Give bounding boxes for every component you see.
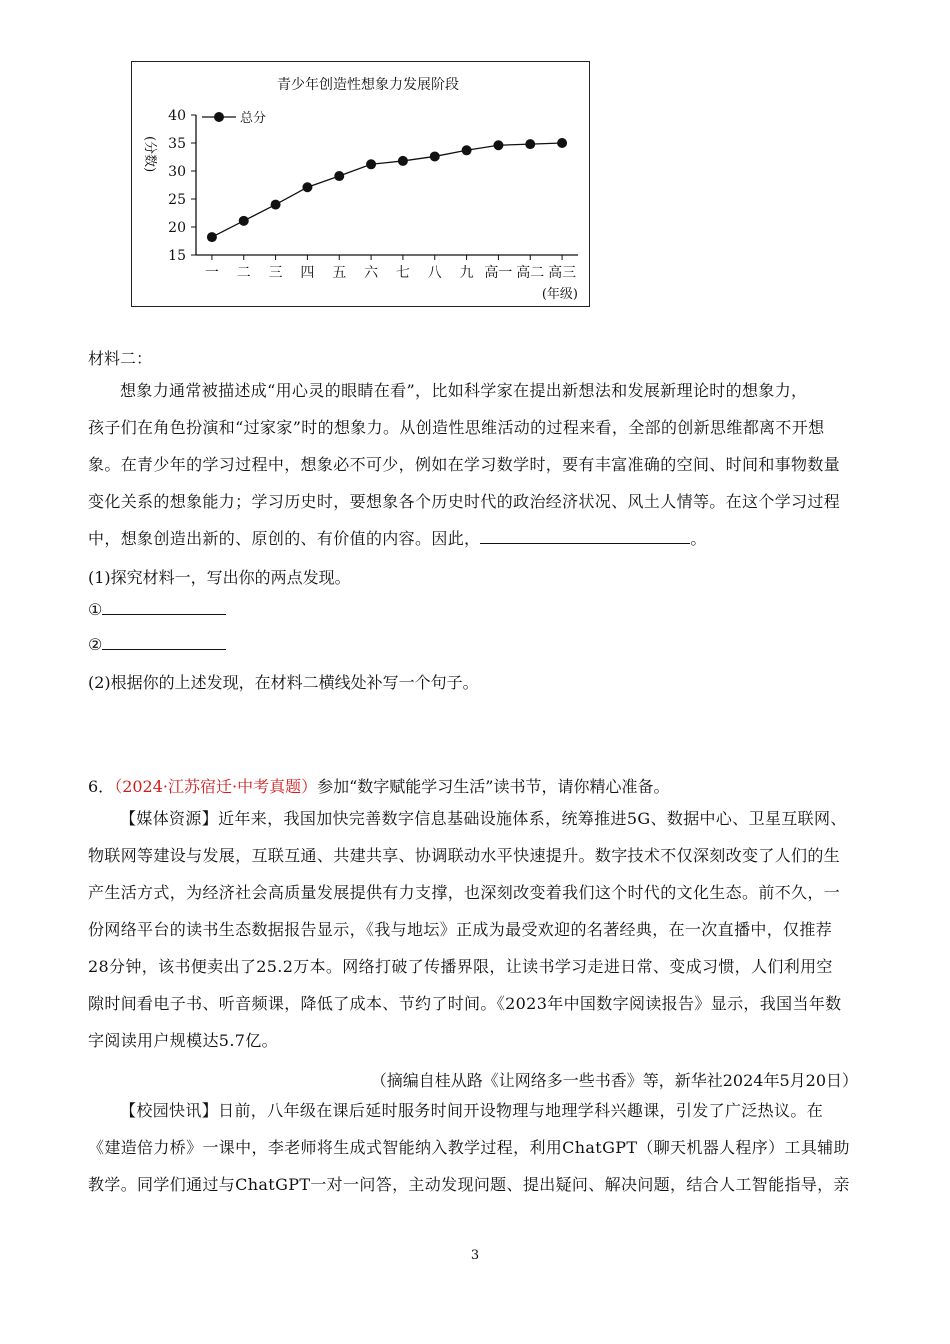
problem-6-header	[88, 774, 864, 797]
answer-marker-1: ①	[88, 600, 103, 619]
problem-prompt: 参加“数字赋能学习生活”读书节，请你精心准备。	[317, 777, 670, 796]
citation: （摘编自桂从路《让网络多一些书香》等，新华社2024年5月20日）	[370, 1071, 858, 1090]
data-point	[207, 232, 217, 242]
data-point	[302, 182, 312, 192]
answer-line-2	[88, 635, 864, 654]
material2-line: 中，想象创造出新的、原创的、有价值的内容。因此，	[88, 529, 481, 548]
campus-line: 《建造倍力桥》一课中，李老师将生成式智能纳入教学过程，利用ChatGPT（聊天机器人程序）工具辅助	[88, 1138, 850, 1157]
data-point	[239, 216, 249, 226]
series-line-total	[212, 143, 562, 237]
problem-number: 6．	[88, 777, 115, 796]
y-tick-label: 30	[168, 164, 186, 180]
data-point	[334, 171, 344, 181]
data-point	[557, 138, 567, 148]
x-tick-label: 五	[332, 265, 347, 281]
x-tick-label: 高二	[516, 265, 545, 281]
material2-line: 象。在青少年的学习过程中，想象必不可少，例如在学习数学时，要有丰富准确的空间、时间和事物数量	[88, 455, 841, 474]
period-mark: 。	[690, 529, 707, 548]
y-tick-label: 35	[168, 136, 186, 152]
y-tick-label: 25	[168, 192, 186, 208]
x-tick-label: 一	[204, 265, 219, 281]
campus-line: 【校园快讯】日前，八年级在课后延时服务时间开设物理与地理学科兴趣课，引发了广泛热议。在	[120, 1101, 824, 1120]
campus-news-paragraph	[88, 1092, 868, 1203]
material2-line: 变化关系的想象能力；学习历史时，要想象各个历史时代的政治经济状况、风土人情等。在这个学习过程	[88, 492, 841, 511]
x-tick-label: 六	[364, 265, 379, 281]
media-resources-paragraph	[88, 800, 868, 1059]
x-tick-label: 三	[268, 265, 283, 281]
x-tick-label: 高一	[484, 265, 513, 281]
material2-last-line	[88, 520, 868, 557]
y-tick-label: 40	[168, 108, 186, 124]
data-point	[430, 151, 440, 161]
legend-marker	[214, 112, 224, 122]
media-line: 字阅读用户规模达5.7亿。	[88, 1031, 278, 1050]
data-point	[493, 140, 503, 150]
y-tick-label: 20	[168, 220, 186, 236]
material2-paragraph	[88, 372, 868, 557]
data-point	[462, 145, 472, 155]
media-line: 隙时间看电子书、听音频课，降低了成本、节约了时间。《2023年中国数字阅读报告》显示，我国当年数	[88, 994, 842, 1013]
media-line: 物联网等建设与发展，互联互通、共建共享、协调联动水平快速提升。数字技术不仅深刻改变了人们的生	[88, 846, 841, 865]
answer-marker-2: ②	[88, 635, 103, 654]
x-tick-label: 九	[459, 265, 474, 281]
line-chart	[131, 61, 590, 307]
question-2: (2)根据你的上述发现，在材料二横线处补写一个句子。	[88, 673, 479, 692]
x-tick-label: 八	[427, 265, 442, 281]
answer-blank-1[interactable]	[102, 600, 226, 615]
answer-line-1	[88, 600, 864, 619]
y-tick-label: 15	[168, 248, 186, 264]
media-line: 【媒体资源】近年来，我国加快完善数字信息基础设施体系，统筹推进5G、数据中心、卫星互联网、	[120, 809, 847, 828]
x-tick-label: 高三	[548, 265, 577, 281]
chart-title: 青少年创造性想象力发展阶段	[277, 77, 459, 93]
media-line: 28分钟，该书便卖出了25.2万本。网络打破了传播界限，让读书学习走进日常、变成习惯，人们利用空	[88, 957, 833, 976]
fill-in-blank[interactable]	[480, 529, 690, 544]
problem-source: （2024·江苏宿迁·中考真题）	[114, 777, 318, 796]
legend-label: 总分	[240, 111, 267, 126]
material2-line: 孩子们在角色扮演和“过家家”时的想象力。从创造性思维活动的过程来看，全部的创新思维都离不开想	[88, 418, 825, 437]
data-point	[366, 159, 376, 169]
material2-heading: 材料二：	[88, 349, 153, 368]
x-axis-label: (年级)	[541, 287, 578, 302]
x-tick-label: 四	[300, 265, 315, 281]
data-point	[271, 200, 281, 210]
media-line: 产生活方式，为经济社会高质量发展提供有力支撑，也深刻改变着我们这个时代的文化生态。前不久，一	[88, 883, 841, 902]
x-tick-label: 七	[395, 265, 410, 281]
question-1: (1)探究材料一，写出你的两点发现。	[88, 568, 351, 587]
data-point	[398, 156, 408, 166]
y-axis-label: (分数)	[142, 136, 157, 173]
legend	[202, 111, 266, 126]
data-point	[525, 139, 535, 149]
media-line: 份网络平台的读书生态数据报告显示，《我与地坛》正成为最受欢迎的名著经典，在一次直播中，仅推荐	[88, 920, 833, 939]
answer-blank-2[interactable]	[102, 635, 226, 650]
campus-line: 教学。同学们通过与ChatGPT一对一问答，主动发现问题、提出疑问、解决问题，结合人工智能指导，亲	[88, 1175, 850, 1194]
x-tick-label: 二	[236, 265, 251, 281]
page-number: 3	[470, 1248, 480, 1263]
material2-line: 想象力通常被描述成“用心灵的眼睛在看”，比如科学家在提出新想法和发展新理论时的想象力，	[120, 381, 808, 400]
chart-svg	[132, 62, 589, 306]
